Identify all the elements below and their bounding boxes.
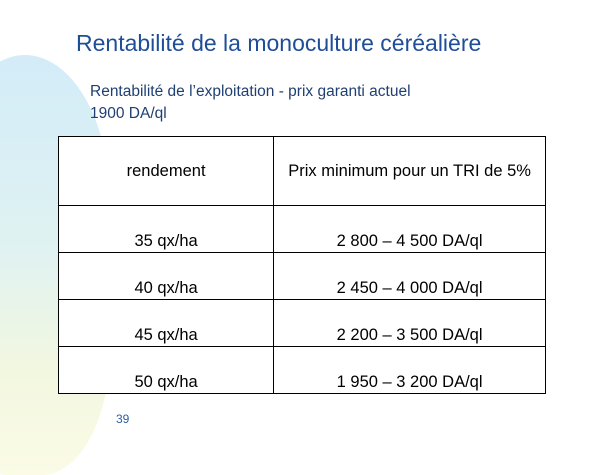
cell-prix: 1 950 – 3 200 DA/ql	[274, 347, 546, 394]
table-row	[59, 300, 546, 347]
table-row	[59, 206, 546, 253]
table-row	[59, 347, 546, 394]
cell-rendement: 50 qx/ha	[59, 347, 274, 394]
cell-rendement: 40 qx/ha	[59, 253, 274, 300]
slide-title: Rentabilité de la monoculture céréalière	[76, 30, 482, 56]
cell-prix: 2 200 – 3 500 DA/ql	[274, 300, 546, 347]
cell-rendement: 35 qx/ha	[59, 206, 274, 253]
header-prix-minimum: Prix minimum pour un TRI de 5%	[274, 137, 546, 206]
subtitle-line-1: Rentabilité de l’exploitation - prix garanti actuel	[90, 83, 411, 100]
header-rendement: rendement	[59, 137, 274, 206]
cell-rendement: 45 qx/ha	[59, 300, 274, 347]
cell-prix: 2 450 – 4 000 DA/ql	[274, 253, 546, 300]
profitability-table	[58, 136, 546, 394]
cell-prix: 2 800 – 4 500 DA/ql	[274, 206, 546, 253]
table-row	[59, 253, 546, 300]
subtitle-line-2: 1900 DA/ql	[90, 105, 167, 122]
slide-subtitle	[90, 81, 411, 125]
table-header-row	[59, 137, 546, 206]
page-number: 39	[116, 412, 130, 426]
